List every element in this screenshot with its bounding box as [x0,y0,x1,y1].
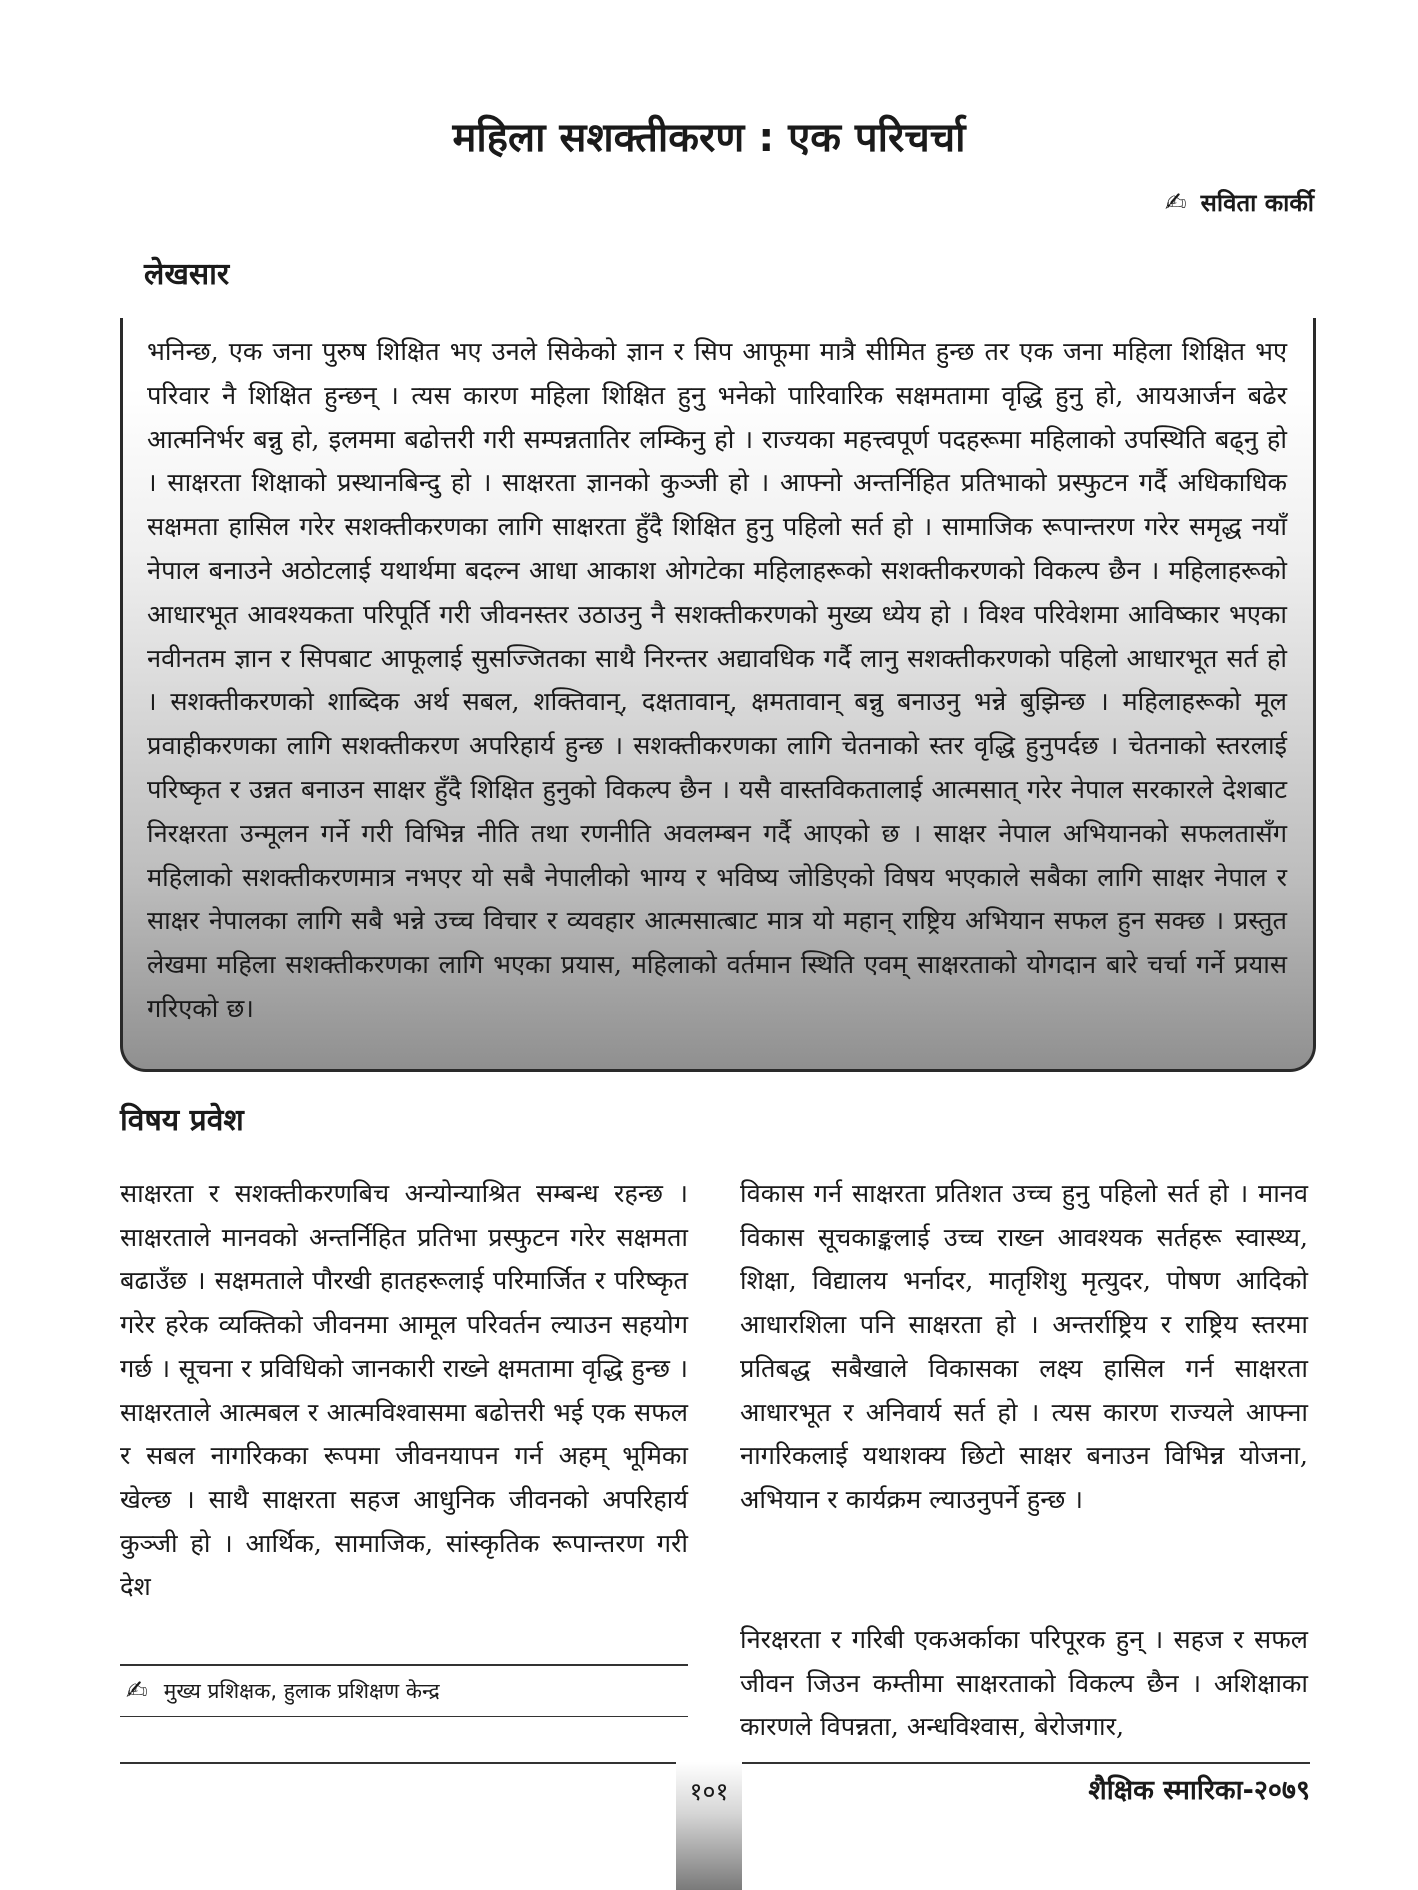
page-number: १०१ [689,1777,729,1806]
journal-name: शैक्षिक स्मारिका-२०७९ [1088,1775,1310,1806]
author-byline [1165,186,1314,219]
author-footnote [120,1664,688,1717]
writing-hand-icon: ✍ [1164,187,1187,218]
summary-text: भनिन्छ, एक जना पुरुष शिक्षित भए उनले सिकेको ज्ञान र सिप आफूमा मात्रै सीमित हुन्छ तर एक जना महिला शिक्षित भए परिवार नै शिक्षित हुन्छन् । त्यस कारण महिला शिक्षित हुनु भनेको पारिवारिक सक्षमतामा वृद्धि हुनु हो, आयआर्जन बढेर आत्मनिर्भर बन्नु हो, इलममा बढोत्तरी गरी सम्पन्नतातिर लम्किनु हो । राज्यका महत्त्वपूर्ण पदहरूमा महिलाको उपस्थिति बढ्नु हो । साक्षरता शिक्षाको प्रस्थानबिन्दु हो । साक्षरता ज्ञानको कुञ्जी हो । आफ्नो अन्तर्निहित प्रतिभाको प्रस्फुटन गर्दै अधिकाधिक सक्षमता हासिल गरेर सशक्तीकरणका लागि साक्षरता हुँदै शिक्षित हुनु पहिलो सर्त हो । सामाजिक रूपान्तरण गरेर समृद्ध नयाँ नेपाल बनाउने अठोटलाई यथार्थमा बदल्न आधा आकाश ओगटेका महिलाहरूको सशक्तीकरणको विकल्प छैन । महिलाहरूको आधारभूत आवश्यकता परिपूर्ति गरी जीवनस्तर उठाउनु नै सशक्तीकरणको मुख्य ध्येय हो । विश्व परिवेशमा आविष्कार भएका नवीनतम ज्ञान र सिपबाट आफूलाई सुसज्जितका साथै निरन्तर अद्यावधिक गर्दै लानु सशक्तीकरणको पहिलो आधारभूत सर्त हो । सशक्तीकरणको शाब्दिक अर्थ सबल, शक्तिवान्, दक्षतावान्, क्षमतावान् बन्नु बनाउनु भन्ने बुझिन्छ । महिलाहरूको मूल प्रवाहीकरणका लागि सशक्तीकरण अपरिहार्य हुन्छ । सशक्तीकरणका लागि चेतनाको स्तर वृद्धि हुनुपर्दछ । चेतनाको स्तरलाई परिष्कृत र उन्नत बनाउन साक्षर हुँदै शिक्षित हुनुको विकल्प छैन । यसै वास्तविकतालाई आत्मसात् गरेर नेपाल सरकारले देशबाट निरक्षरता उन्मूलन गर्ने गरी विभिन्न नीति तथा रणनीति अवलम्बन गर्दै आएको छ । साक्षर नेपाल अभियानको सफलतासँग महिलाको सशक्तीकरणमात्र नभएर यो सबै नेपालीको भाग्य र भविष्य जोडिएको विषय भएकाले सबैका लागि साक्षर नेपाल र साक्षर नेपालका लागि सबै भन्ने उच्च विचार र व्यवहार आत्मसात्बाट मात्र यो महान् राष्ट्रिय अभियान सफल हुन सक्छ । प्रस्तुत लेखमा महिला सशक्तीकरणका लागि भएका प्रयास, महिलाको वर्तमान स्थिति एवम् साक्षरताको योगदान बारे चर्चा गर्ने प्रयास गरिएको छ। [147,336,1288,1023]
author-name: सविता कार्की [1200,189,1314,217]
intro-left-paragraph: साक्षरता र सशक्तीकरणबिच अन्योन्याश्रित सम्बन्ध रहन्छ । साक्षरताले मानवको अन्तर्निहित प्रतिभा प्रस्फुटन गरेर सक्षमता बढाउँछ । सक्षमताले पौरखी हातहरूलाई परिमार्जित र परिष्कृत गरेर हरेक व्यक्तिको जीवनमा आमूल परिवर्तन ल्याउन सहयोग गर्छ । सूचना र प्रविधिको जानकारी राख्ने क्षमतामा वृद्धि हुन्छ । साक्षरताले आत्मबल र आत्मविश्वासमा बढोत्तरी भई एक सफल र सबल नागरिकका रूपमा जीवनयापन गर्न अहम् भूमिका खेल्छ । साथै साक्षरता सहज आधुनिक जीवनको अपरिहार्य कुञ्जी हो । आर्थिक, सामाजिक, सांस्कृतिक रूपान्तरण गरी देश [120,1178,688,1602]
introduction-heading: विषय प्रवेश [120,1103,244,1138]
summary-heading: लेखसार [144,257,230,292]
writing-hand-icon: ✍ [126,1676,148,1706]
summary-box [120,318,1316,1072]
intro-right-paragraph-2: निरक्षरता र गरिबी एकअर्काका परिपूरक हुन् । सहज र सफल जीवन जिउन कम्तीमा साक्षरताको विकल्प छैन । अशिक्षाका कारणले विपन्नता, अन्धविश्वास, बेरोजगार, [740,1624,1308,1742]
footnote-text: मुख्य प्रशिक्षक, हुलाक प्रशिक्षण केन्द्र [163,1679,440,1703]
article-title: महिला सशक्तीकरण : एक परिचर्चा [452,115,966,161]
intro-right-paragraph-1: विकास गर्न साक्षरता प्रतिशत उच्च हुनु पहिलो सर्त हो । मानव विकास सूचकाङ्कलाई उच्च राख्न आवश्यक सर्तहरू स्वास्थ्य, शिक्षा, विद्यालय भर्नादर, मातृशिशु मृत्युदर, पोषण आदिको आधारशिला पनि साक्षरता हो । अन्तर्राष्ट्रिय र राष्ट्रिय स्तरमा प्रतिबद्ध सबैखाले विकासका लक्ष्य हासिल गर्न साक्षरता आधारभूत र अनिवार्य सर्त हो । त्यस कारण राज्यले आफ्ना नागरिकलाई यथाशक्य छिटो साक्षर बनाउन विभिन्न योजना, अभियान र कार्यक्रम ल्याउनुपर्ने हुन्छ । [740,1178,1308,1514]
